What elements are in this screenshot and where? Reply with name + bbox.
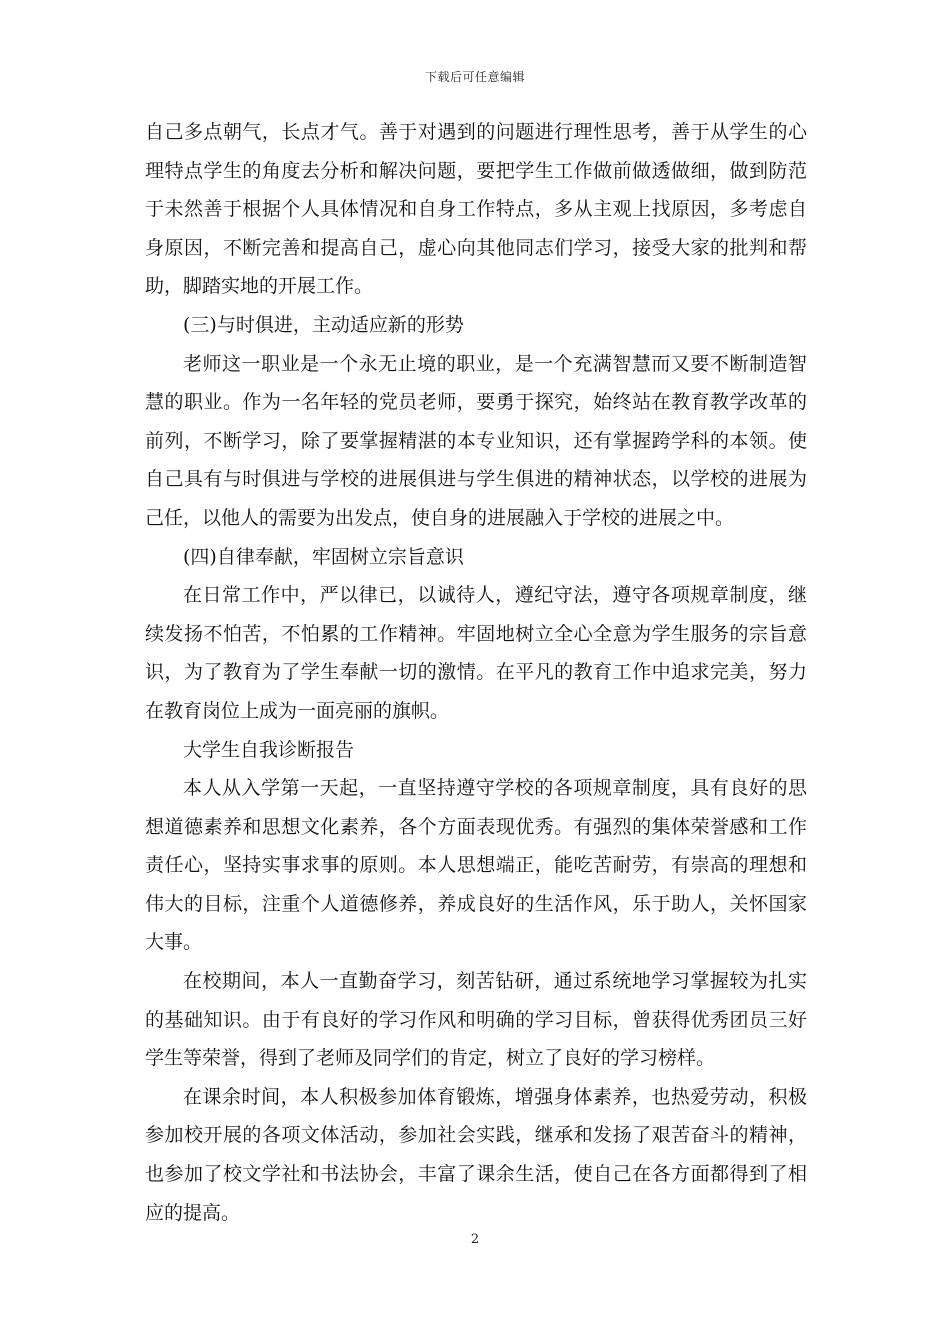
paragraph-continuation: 自己多点朝气，长点才气。善于对遇到的问题进行理性思考，善于从学生的心理特点学生的角度去分析和解决问题，要把学生工作做前做透做细，做到防范于未然善于根据个人具体情况和自身工作特点，多从主观上找原因，多考虑自身原因，不断完善和提高自己，虚心向其他同志们学习，接受大家的批判和帮助，脚踏实地的开展工作。	[145, 121, 807, 298]
paragraph: 本人从入学第一天起，一直坚持遵守学校的各项规章制度，具有良好的思想道德素养和思想文化素养，各个方面表现优秀。有强烈的集体荣誉感和工作责任心，坚持实事求事的原则。本人思想端正，能吃苦耐劳，有崇高的理想和伟大的目标，注重个人道德修养，养成良好的生活作风，乐于助人，关怀国家大事。	[145, 777, 807, 954]
document-body	[145, 113, 807, 1232]
page-number: 2	[470, 1232, 480, 1247]
paragraph: 老师这一职业是一个永无止境的职业，是一个充满智慧而又要不断制造智慧的职业。作为一名年轻的党员老师，要勇于探究，始终站在教育教学改革的前列，不断学习，除了要掌握精湛的本专业知识，还有掌握跨学科的本领。使自己具有与时俱进与学校的进展俱进与学生俱进的精神状态，以学校的进展为己任，以他人的需要为出发点，使自身的进展融入于学校的进展之中。	[145, 352, 807, 529]
paragraph: 在校期间，本人一直勤奋学习，刻苦钻研，通过系统地学习掌握较为扎实的基础知识。由于有良好的学习作风和明确的学习目标，曾获得优秀团员三好学生等荣誉，得到了老师及同学们的肯定，树立了良好的学习榜样。	[145, 970, 807, 1070]
paragraph: 在课余时间，本人积极参加体育锻炼，增强身体素养，也热爱劳动，积极参加校开展的各项文体活动，参加社会实践，继承和发扬了艰苦奋斗的精神，也参加了校文学社和书法协会，丰富了课余生活，使自己在各方面都得到了相应的提高。	[145, 1085, 807, 1224]
section-heading-4: (四)自律奉献，牢固树立宗旨意识	[183, 545, 464, 568]
page-header: 下载后可任意编辑	[424, 70, 525, 84]
section-heading-3: (三)与时俱进，主动适应新的形势	[183, 313, 464, 336]
report-title: 大学生自我诊断报告	[183, 738, 355, 761]
paragraph: 在日常工作中，严以律已，以诚待人，遵纪守法，遵守各项规章制度，继续发扬不怕苦，不怕累的工作精神。牢固地树立全心全意为学生服务的宗旨意识，为了教育为了学生奉献一切的激情。在平凡的教育工作中追求完美，努力在教育岗位上成为一面亮丽的旗帜。	[145, 584, 807, 722]
